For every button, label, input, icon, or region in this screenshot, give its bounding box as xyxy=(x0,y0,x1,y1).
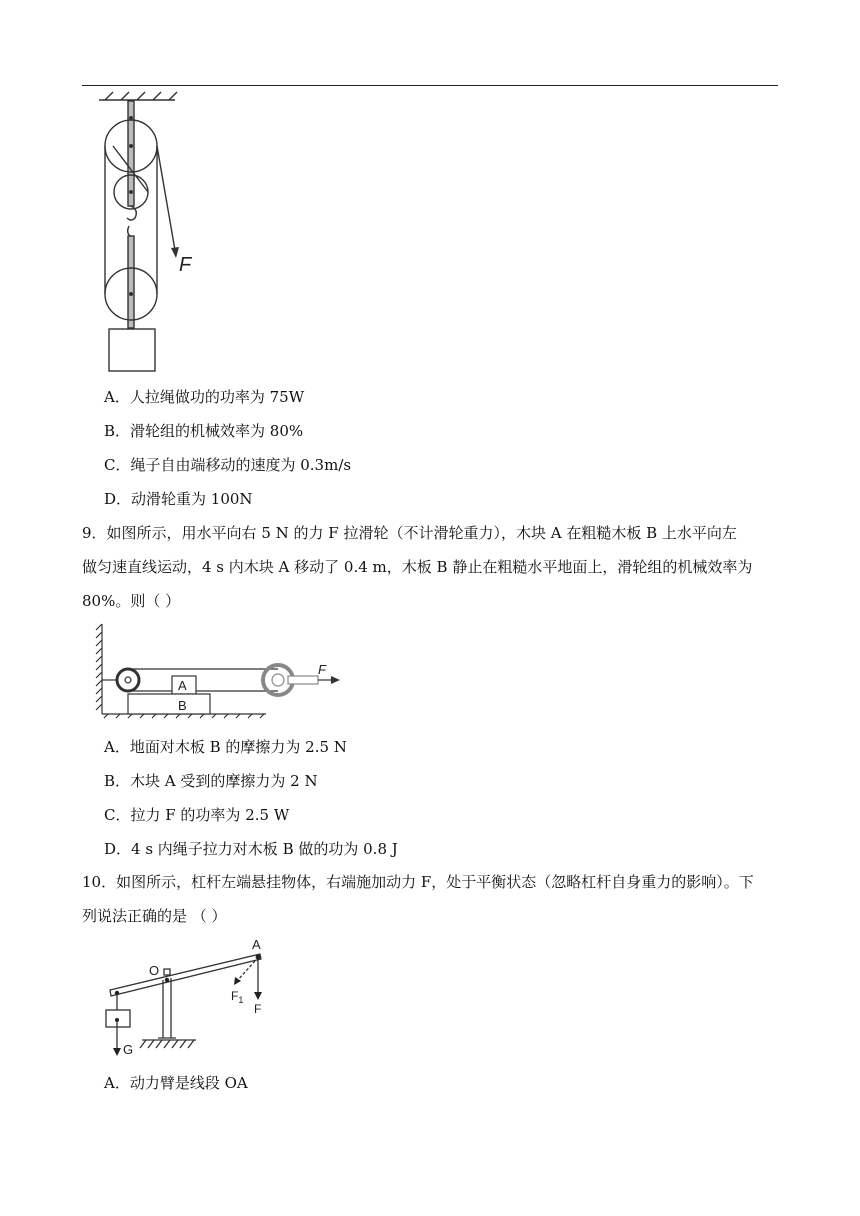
q8-option-b[interactable]: B．滑轮组的机械效率为 80% xyxy=(104,422,304,440)
q10-lever-figure xyxy=(100,934,280,1064)
q9-option-c[interactable]: C．拉力 F 的功率为 2.5 W xyxy=(104,806,290,824)
q9-force-label: F xyxy=(318,662,326,677)
q10-label-a: A xyxy=(252,937,261,952)
q8-pulley-figure xyxy=(95,88,235,378)
header-rule xyxy=(82,85,778,86)
q8-option-c[interactable]: C．绳子自由端移动的速度为 0.3m/s xyxy=(104,456,352,474)
q9-board-figure xyxy=(96,622,346,722)
q9-stem-line-3: 80%。则（ ） xyxy=(82,592,181,610)
q10-label-f: F xyxy=(254,1002,262,1016)
q10-stem-line-1: 10．如图所示，杠杆左端悬挂物体，右端施加动力 F，处于平衡状态（忽略杠杆自身重力的影响）。下 xyxy=(82,873,754,891)
q10-label-g: G xyxy=(123,1042,134,1057)
q8-force-label: F xyxy=(179,254,192,276)
q9-stem-line-2: 做匀速直线运动，4 s 内木块 A 移动了 0.4 m，木板 B 静止在粗糙水平地面上，滑轮组的机械效率为 xyxy=(82,558,753,576)
q9-board-b-label: B xyxy=(178,698,187,713)
q10-label-o: O xyxy=(149,963,160,978)
q10-option-a[interactable]: A．动力臂是线段 OA xyxy=(104,1074,248,1092)
q10-stem-line-2: 列说法正确的是 （ ） xyxy=(82,907,227,925)
q10-label-f1: $F_1$ xyxy=(231,989,244,1005)
q9-stem-line-1: 9．如图所示，用水平向右 5 N 的力 F 拉滑轮（不计滑轮重力），木块 A 在粗糙木板 B 上水平向左 xyxy=(82,524,737,542)
q9-block-a-label: A xyxy=(178,678,187,693)
q8-option-a[interactable]: A．人拉绳做功的功率为 75W xyxy=(104,388,305,406)
q8-option-d[interactable]: D．动滑轮重为 100N xyxy=(104,490,253,508)
q9-option-b[interactable]: B．木块 A 受到的摩擦力为 2 N xyxy=(104,772,318,790)
q9-option-a[interactable]: A．地面对木板 B 的摩擦力为 2.5 N xyxy=(104,738,347,756)
q9-option-d[interactable]: D．4 s 内绳子拉力对木板 B 做的功为 0.8 J xyxy=(104,840,398,858)
